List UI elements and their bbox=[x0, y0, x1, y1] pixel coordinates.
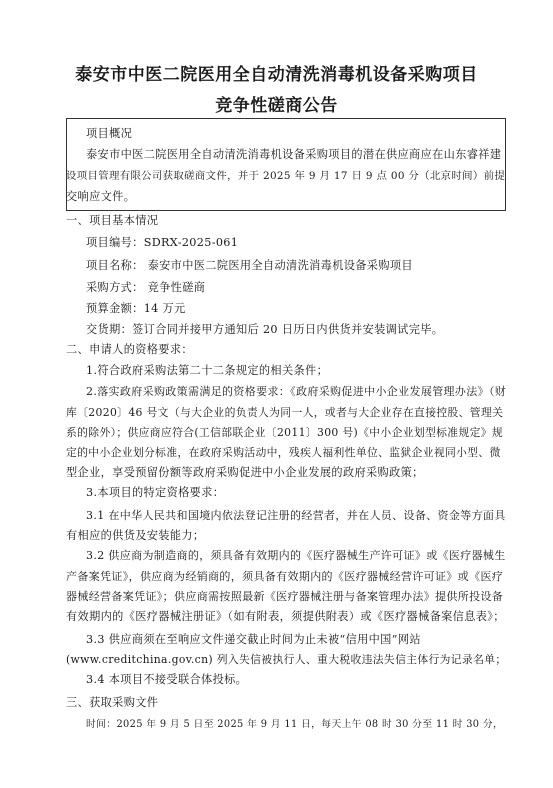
requirement-item: 2.落实政府采购政策需满足的资格要求：《政府采购促进中小企业发展管理办法》（财 bbox=[86, 385, 507, 398]
budget-amount: 预算金额：14 万元 bbox=[86, 302, 186, 315]
acquisition-time: 时间：2025 年 9 月 5 日至 2025 年 9 月 11 日，每天上午 08 时 30 分至 11 时 30 分， bbox=[86, 719, 504, 730]
requirement-item: 3.1 在中华人民共和国境内依法登记注册的经营者，并在人员、设备、资金等方面具 bbox=[86, 509, 506, 522]
project-name: 项目名称： 泰安市中医二院医用全自动清洗消毒机设备采购项目 bbox=[86, 259, 413, 272]
requirement-item: 有效期内的《医疗器械注册证》（如有附表，须提供附表）或《医疗器械备案信息表》； bbox=[66, 610, 505, 623]
section-heading: 三、获取采购文件 bbox=[66, 696, 159, 709]
requirement-item: 产备案凭证》，供应商为经销商的，须具备有效期内的《医疗器械经营许可证》或《医疗 bbox=[66, 570, 504, 583]
procurement-method: 采购方式： 竞争性磋商 bbox=[86, 281, 206, 294]
requirement-item: 3.本项目的特定资格要求： bbox=[86, 486, 225, 499]
requirement-item: 型企业，享受预留份额等政府采购促进中小企业发展的政府采购政策； bbox=[66, 466, 424, 479]
overview-text: 设项目管理有限公司获取磋商文件，并于 2025 年 9 月 17 日 9 点 00 分（北京时间）前提 bbox=[66, 170, 506, 182]
section-heading: 一、项目基本情况 bbox=[66, 214, 159, 227]
overview-text: 泰安市中医二院医用全自动清洗消毒机设备采购项目的潜在供应商应在山东睿祥建 bbox=[86, 148, 502, 161]
requirement-item: 库〔2020〕46 号文（与大企业的负责人为同一人，或者与大企业存在直接控股、管理关 bbox=[66, 406, 504, 419]
page-title-line1: 泰安市中医二院医用全自动清洗消毒机设备采购项目 bbox=[75, 65, 478, 85]
delivery-period: 交货期：签订合同并接甲方通知后 20 日历日内供货并安装调试完毕。 bbox=[86, 323, 444, 336]
overview-text: 交响应文件。 bbox=[66, 190, 136, 203]
requirement-item: 3.2 供应商为制造商的，须具备有效期内的《医疗器械生产许可证》或《医疗器械生 bbox=[86, 549, 506, 562]
requirement-item: 3.3 供应商须在至响应文件递交截止时间为止未被“信用中国”网站 bbox=[86, 633, 421, 646]
section-heading: 二、申请人的资格要求： bbox=[66, 343, 193, 356]
requirement-item: 1.符合政府采购法第二十二条规定的相关条件； bbox=[86, 364, 329, 377]
requirement-item: 有相应的供货及安装能力； bbox=[66, 529, 205, 542]
requirement-item: (www.creditchina.gov.cn) 列入失信被执行人、重大税收违法失信主体行为记录名单； bbox=[66, 653, 507, 666]
requirement-item: 定的中小企业划分标准，在政府采购活动中，残疾人福利性单位、监狱企业视同小型、微 bbox=[66, 446, 501, 459]
requirement-item: 3.4 本项目不接受联合体投标。 bbox=[86, 673, 248, 686]
page-title-line2: 竞争性磋商公告 bbox=[215, 96, 338, 116]
requirement-item: 系的除外）；供应商应符合(工信部联企业〔2011〕300 号)《中小企业划型标准规定》规 bbox=[66, 426, 504, 439]
overview-heading: 项目概况 bbox=[86, 127, 133, 140]
project-number: 项目编号：SDRX-2025-061 bbox=[86, 236, 239, 249]
requirement-item: 器械经营备案凭证》；供应商需按照最新《医疗器械注册与备案管理办法》提供所投设备 bbox=[66, 590, 504, 603]
